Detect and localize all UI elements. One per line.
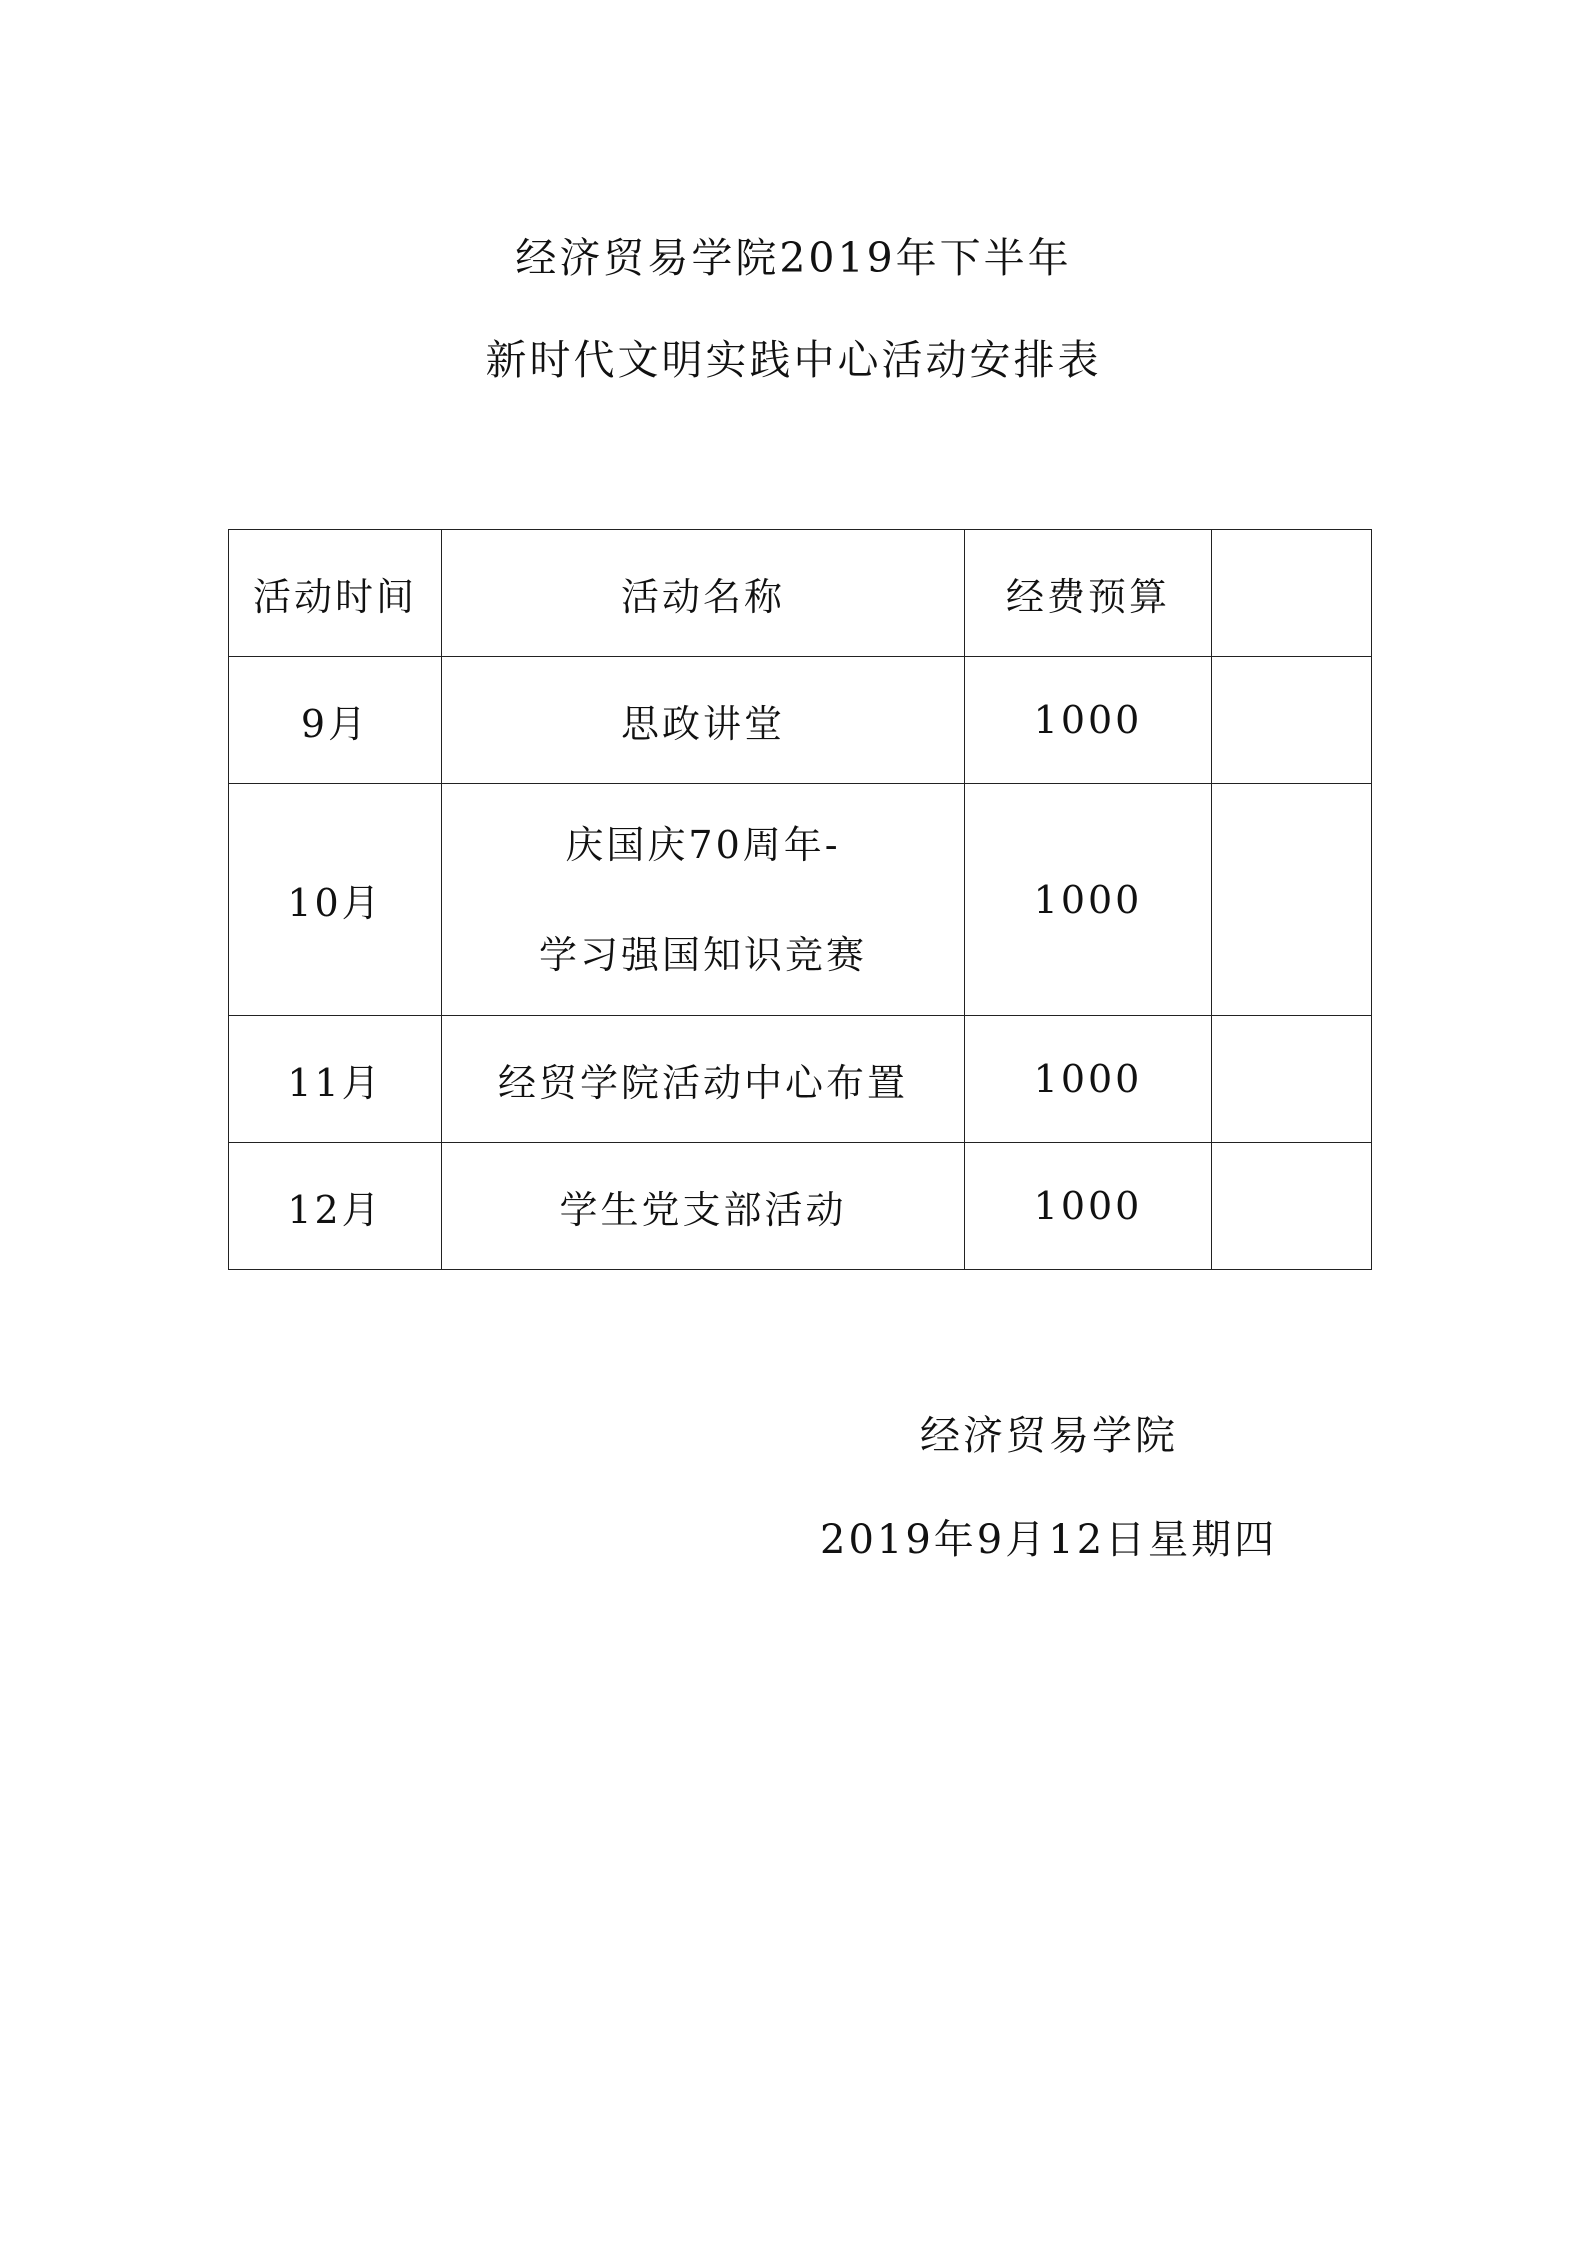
cell-time: 9月 xyxy=(229,657,442,784)
table-row xyxy=(229,1143,1372,1270)
cell-budget: 1000 xyxy=(965,1016,1212,1143)
cell-extra xyxy=(1212,784,1372,1016)
header-budget: 经费预算 xyxy=(965,530,1212,657)
table-header-row xyxy=(229,530,1372,657)
cell-budget: 1000 xyxy=(965,1143,1212,1270)
cell-budget: 1000 xyxy=(965,657,1212,784)
cell-time: 12月 xyxy=(229,1143,442,1270)
cell-name-line-2: 学习强国知识竞赛 xyxy=(538,932,867,977)
table-row xyxy=(229,784,1372,1016)
header-activity-name: 活动名称 xyxy=(442,530,965,657)
cell-name: 思政讲堂 xyxy=(442,657,965,784)
header-extra xyxy=(1212,530,1372,657)
cell-extra xyxy=(1212,657,1372,784)
table-row xyxy=(229,657,1372,784)
document-title-line-2: 新时代文明实践中心活动安排表 xyxy=(485,336,1102,384)
signature-date: 2019年9月12日星期四 xyxy=(820,1517,1278,1563)
document-title-line-1: 经济贸易学院2019年下半年 xyxy=(515,234,1072,282)
cell-name xyxy=(442,784,965,1016)
cell-time: 10月 xyxy=(229,784,442,1016)
cell-name: 经贸学院活动中心布置 xyxy=(442,1016,965,1143)
cell-name: 学生党支部活动 xyxy=(442,1143,965,1270)
signature-organization: 经济贸易学院 xyxy=(920,1413,1178,1459)
cell-budget: 1000 xyxy=(965,784,1212,1016)
cell-extra xyxy=(1212,1143,1372,1270)
table-row xyxy=(229,1016,1372,1143)
header-activity-time: 活动时间 xyxy=(229,530,442,657)
cell-extra xyxy=(1212,1016,1372,1143)
activity-schedule-table xyxy=(228,529,1372,1270)
cell-time: 11月 xyxy=(229,1016,442,1143)
cell-name-line-1: 庆国庆70周年- xyxy=(565,822,841,867)
